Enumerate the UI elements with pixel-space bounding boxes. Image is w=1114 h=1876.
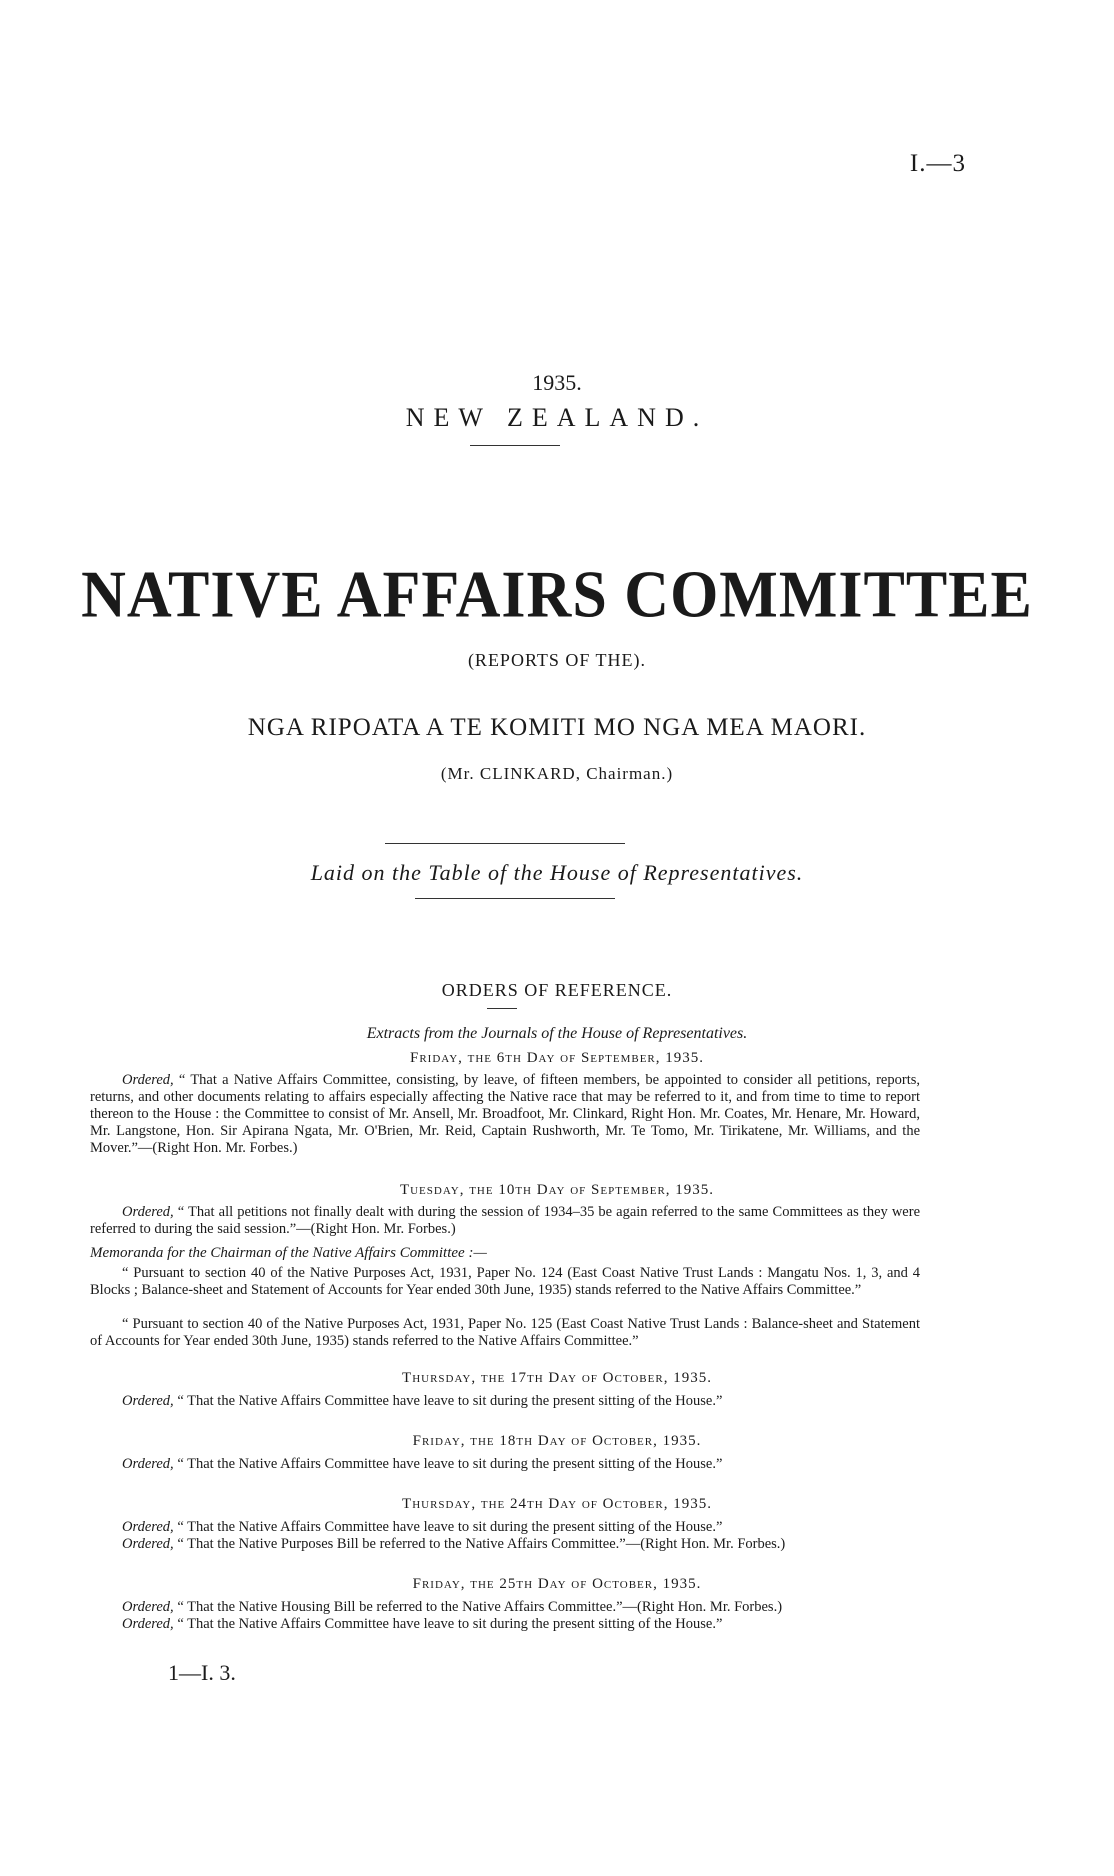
order-paragraph [90,1616,920,1633]
document-title: NATIVE AFFAIRS COMMITTEE [81,558,1033,632]
order-text: “ That the Native Affairs Committee have leave to sit during the present sitting of the House.” [177,1393,723,1409]
entry-date: Friday, the 6th Day of September, 1935. [409,1050,705,1066]
entry-date: Thursday, the 24th Day of October, 1935. [402,1496,712,1512]
order-paragraph [90,1072,920,1157]
memorandum-text: “ Pursuant to section 40 of the Native Purposes Act, 1931, Paper No. 124 (East Coast Native Trust Lands : Mangatu Nos. 1, 3, and 4 Blocks ; Balance-sheet and Statement of Accounts for Year ended 30th June, 1935) stands referred to the Native Affairs Committee.” [90,1265,920,1298]
memoranda-heading: Memoranda for the Chairman of the Native Affairs Committee :— [90,1245,487,1261]
order-text: “ That the Native Housing Bill be referred to the Native Affairs Committee.”—(Right Hon. Mr. Forbes.) [177,1599,783,1615]
document-subtitle: (REPORTS OF THE). [467,650,647,670]
ordered-label: Ordered, [122,1072,174,1088]
order-paragraph [90,1536,920,1553]
extracts-line: Extracts from the Journals of the House of Representatives. [366,1025,748,1042]
divider-rule [487,1008,517,1009]
chairman-line: (Mr. CLINKARD, Chairman.) [440,764,674,783]
divider-rule [385,843,625,844]
memorandum-paragraph [90,1316,920,1350]
divider-rule [470,445,560,446]
divider-rule [415,898,615,899]
memorandum-text: “ Pursuant to section 40 of the Native Purposes Act, 1931, Paper No. 125 (East Coast Native Trust Lands : Balance-sheet and Statement of Accounts for Year ended 30th June, 1935) stands referred to the Native Affairs Committee.” [90,1316,920,1349]
page-footer: 1—I. 3. [168,1660,236,1685]
ordered-label: Ordered, [122,1536,174,1552]
order-paragraph [90,1519,920,1536]
order-text: “ That the Native Affairs Committee have leave to sit during the present sitting of the House.” [177,1456,723,1472]
ordered-label: Ordered, [122,1616,174,1632]
order-text: “ That a Native Affairs Committee, consisting, by leave, of fifteen members, be appointed to consider all petitions, reports, returns, and other documents relating to affairs especially affecting the Native race that may be referred to it, and from time to time to report thereon to the House : the Committee to consist of Mr. Ansell, Mr. Broadfoot, Mr. Clinkard, Right Hon. Mr. Coates, Mr. Henare, Mr. Howard, Mr. Langstone, Hon. Sir Apirana Ngata, Mr. O'Brien, Mr. Reid, Captain Rushworth, Mr. Te Tomo, Mr. Tirikatene, Mr. Williams, and the Mover.”—(Right Hon. Mr. Forbes.) [90,1072,920,1156]
entry-date: Thursday, the 17th Day of October, 1935. [402,1370,712,1386]
ordered-label: Ordered, [122,1204,174,1220]
country-heading: NEW ZEALAND. [405,403,709,432]
ordered-label: Ordered, [122,1393,174,1409]
order-paragraph [90,1456,920,1473]
entry-date: Friday, the 18th Day of October, 1935. [412,1433,702,1449]
order-text: “ That all petitions not finally dealt with during the session of 1934–35 be again referred to the same Committees as they were referred to during the said session.”—(Right Hon. Mr. Forbes.) [90,1204,921,1237]
page-reference: I.—3 [909,150,966,177]
laid-on-table-line: Laid on the Table of the House of Representatives. [310,860,804,885]
year: 1935. [532,370,582,395]
entry-date: Friday, the 25th Day of October, 1935. [412,1576,702,1592]
order-paragraph [90,1393,920,1410]
order-paragraph [90,1204,920,1238]
order-text: “ That the Native Affairs Committee have leave to sit during the present sitting of the House.” [177,1616,723,1632]
order-paragraph [90,1599,920,1616]
maori-title: NGA RIPOATA A TE KOMITI MO NGA MEA MAORI. [247,714,867,741]
order-text: “ That the Native Affairs Committee have leave to sit during the present sitting of the House.” [177,1519,723,1535]
ordered-label: Ordered, [122,1519,174,1535]
order-text: “ That the Native Purposes Bill be referred to the Native Affairs Committee.”—(Right Hon. Mr. Forbes.) [177,1536,786,1552]
ordered-label: Ordered, [122,1456,174,1472]
orders-heading: ORDERS OF REFERENCE. [441,980,673,1000]
ordered-label: Ordered, [122,1599,174,1615]
entry-date: Tuesday, the 10th Day of September, 1935. [399,1182,715,1198]
memorandum-paragraph [90,1265,920,1299]
